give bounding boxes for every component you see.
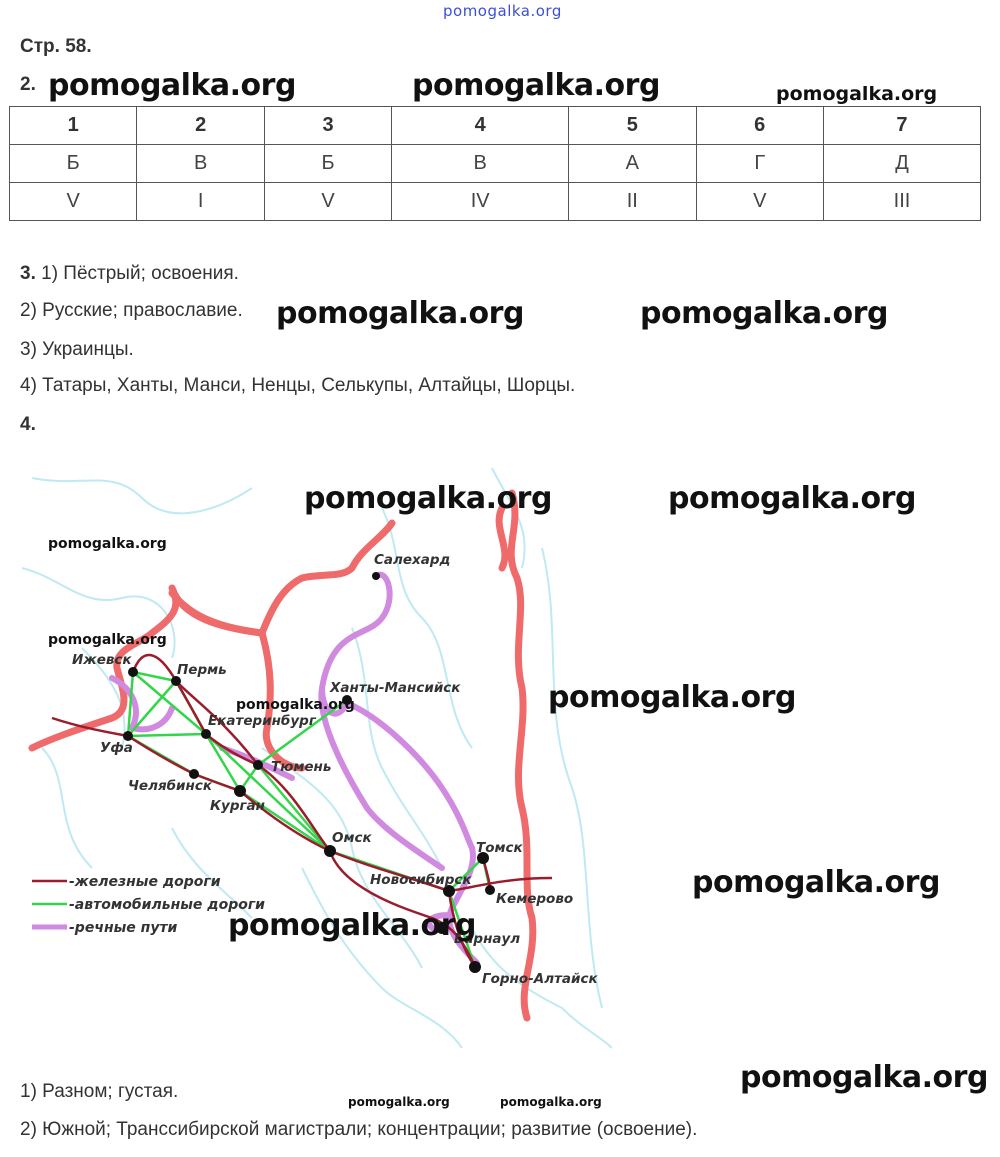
city-dot-salekhard <box>372 572 380 580</box>
watermark: pomogalka.org <box>48 632 167 648</box>
table-cell: Д <box>823 145 980 183</box>
city-label-kemerovo: Кемерово <box>496 891 574 907</box>
city-dot-ekaterinburg <box>201 729 211 739</box>
task3-line-1: 3. 1) Пёстрый; освоения. <box>20 263 239 284</box>
task4-answer-1: 1) Разном; густая. <box>20 1081 179 1102</box>
city-dot-tyumen <box>253 760 263 770</box>
table-cell: 7 <box>823 107 980 145</box>
watermark: pomogalka.org <box>740 1060 988 1095</box>
city-label-chelyabinsk: Челябинск <box>128 778 212 794</box>
table-row <box>10 183 981 221</box>
table-cell: В <box>392 145 569 183</box>
rivers-background <box>22 468 612 1048</box>
watermark: pomogalka.org <box>548 680 796 715</box>
city-label-perm: Пермь <box>177 662 227 678</box>
legend-rail-label: -железные дороги <box>69 874 221 890</box>
table-cell: V <box>264 183 391 221</box>
table-cell: 2 <box>137 107 264 145</box>
city-dot-gorno-altaysk <box>469 961 481 973</box>
task3-line-4: 4) Татары, Ханты, Манси, Ненцы, Селькупы, Алтайцы, Шорцы. <box>20 375 576 396</box>
city-dot-kurgan <box>234 785 246 797</box>
watermark: pomogalka.org <box>668 481 916 516</box>
city-dot-kemerovo <box>485 885 495 895</box>
city-label-ekaterinburg: Екатеринбург <box>208 713 316 729</box>
watermark: pomogalka.org <box>48 68 296 103</box>
table-cell: 6 <box>696 107 823 145</box>
watermark: pomogalka.org <box>776 83 938 105</box>
legend-river-label: -речные пути <box>69 920 178 936</box>
table-cell: Б <box>264 145 391 183</box>
table-cell: V <box>696 183 823 221</box>
page-reference: Стр. 58. <box>20 36 92 57</box>
city-label-khanty-mansiysk: Ханты-Мансийск <box>330 680 461 696</box>
city-label-novosibirsk: Новосибирск <box>370 872 472 888</box>
city-label-tyumen: Тюмень <box>271 759 332 775</box>
table-cell: А <box>569 145 696 183</box>
watermark: pomogalka.org <box>48 536 167 552</box>
task2-number: 2. <box>20 74 36 95</box>
table-cell: I <box>137 183 264 221</box>
table-header-row <box>10 107 981 145</box>
table-cell: Г <box>696 145 823 183</box>
city-label-izhevsk: Ижевск <box>72 652 132 668</box>
table-cell: 4 <box>392 107 569 145</box>
table-cell: V <box>10 183 137 221</box>
task4-number: 4. <box>20 414 36 435</box>
table-cell: В <box>137 145 264 183</box>
table-cell: IV <box>392 183 569 221</box>
watermark: pomogalka.org <box>640 296 888 331</box>
watermark: pomogalka.org <box>412 68 660 103</box>
city-label-omsk: Омск <box>332 830 372 846</box>
watermark: pomogalka.org <box>348 1095 450 1109</box>
watermark-top: pomogalka.org <box>443 2 562 20</box>
city-dot-izhevsk <box>128 667 138 677</box>
table-cell: 1 <box>10 107 137 145</box>
watermark: pomogalka.org <box>500 1095 602 1109</box>
city-label-barnaul: Барнаул <box>454 931 521 947</box>
table-cell: II <box>569 183 696 221</box>
watermark: pomogalka.org <box>228 908 476 943</box>
table-cell: 5 <box>569 107 696 145</box>
city-label-tomsk: Томск <box>476 840 523 856</box>
table-cell: III <box>823 183 980 221</box>
city-dot-omsk <box>324 845 336 857</box>
city-label-ufa: Уфа <box>100 740 133 756</box>
legend-road-label: -автомобильные дороги <box>69 897 265 913</box>
table-row <box>10 145 981 183</box>
watermark: pomogalka.org <box>276 296 524 331</box>
table-cell: 3 <box>264 107 391 145</box>
city-label-salekhard: Салехард <box>374 552 451 568</box>
task3-number: 3. <box>20 263 36 284</box>
watermark: pomogalka.org <box>236 697 355 713</box>
watermark: pomogalka.org <box>304 481 552 516</box>
task4-answer-2: 2) Южной; Транссибирской магистрали; концентрации; развитие (освоение). <box>20 1119 698 1140</box>
table-cell: Б <box>10 145 137 183</box>
city-label-gorno-altaysk: Горно-Алтайск <box>482 971 598 987</box>
task3-line-3: 3) Украинцы. <box>20 339 134 360</box>
task3-line-2: 2) Русские; православие. <box>20 300 243 321</box>
answer-table <box>9 106 981 221</box>
watermark: pomogalka.org <box>692 865 940 900</box>
city-label-kurgan: Курган <box>210 798 265 814</box>
